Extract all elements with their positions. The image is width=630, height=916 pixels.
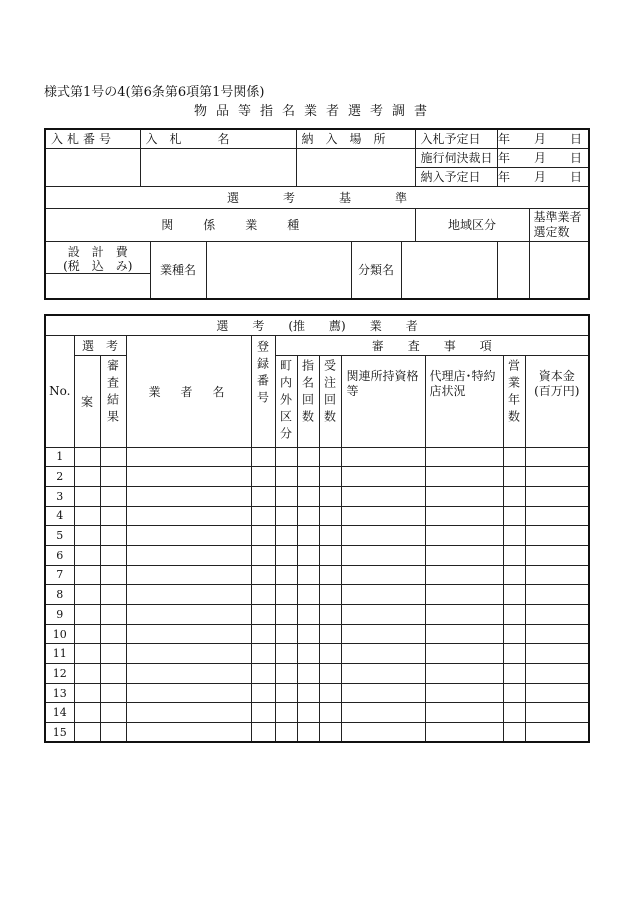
vendor-cell[interactable] <box>503 703 525 723</box>
vendor-cell[interactable] <box>275 664 297 684</box>
vendor-cell[interactable] <box>100 683 126 703</box>
vendor-cell[interactable] <box>341 624 425 644</box>
vendor-cell[interactable] <box>126 703 251 723</box>
vendor-cell[interactable] <box>319 683 341 703</box>
vendor-cell[interactable] <box>251 605 275 625</box>
vendor-cell[interactable] <box>275 723 297 743</box>
vendor-cell[interactable] <box>297 565 319 585</box>
col-years-in-business: 営業年数 <box>503 355 525 447</box>
vendor-cell[interactable] <box>503 683 525 703</box>
vendor-cell[interactable] <box>341 447 425 467</box>
table-row <box>45 664 589 684</box>
vendor-cell[interactable] <box>126 526 251 546</box>
vendor-cell[interactable] <box>503 565 525 585</box>
vendor-cell[interactable] <box>100 526 126 546</box>
table-row <box>45 506 589 526</box>
row-number: 12 <box>45 664 74 684</box>
bid-info-table <box>44 128 590 300</box>
bid-number-field[interactable] <box>45 148 140 186</box>
business-type-field[interactable] <box>206 241 351 299</box>
vendor-cell[interactable] <box>525 624 589 644</box>
vendor-cell[interactable] <box>297 624 319 644</box>
col-capital: 資本金 (百万円) <box>525 355 589 447</box>
vendor-cell[interactable] <box>74 703 100 723</box>
col-review-result: 審査結果 <box>100 355 126 447</box>
vendor-cell[interactable] <box>251 683 275 703</box>
vendor-cell[interactable] <box>525 723 589 743</box>
row-number: 2 <box>45 467 74 487</box>
vendor-cell[interactable] <box>100 644 126 664</box>
vendor-cell[interactable] <box>126 545 251 565</box>
vendor-cell[interactable] <box>425 565 503 585</box>
vendor-cell[interactable] <box>425 526 503 546</box>
vendor-cell[interactable] <box>297 605 319 625</box>
vendor-cell[interactable] <box>525 467 589 487</box>
vendor-cell[interactable] <box>126 506 251 526</box>
vendor-cell[interactable] <box>319 723 341 743</box>
table-row <box>45 624 589 644</box>
vendor-cell[interactable] <box>503 545 525 565</box>
vendor-cell[interactable] <box>425 723 503 743</box>
standard-vendor-count-label: 基準業者選定数 <box>529 208 589 241</box>
vendor-cell[interactable] <box>319 585 341 605</box>
vendor-cell[interactable] <box>319 506 341 526</box>
region-class-field[interactable] <box>497 241 529 299</box>
vendor-cell[interactable] <box>297 447 319 467</box>
row-number: 9 <box>45 605 74 625</box>
vendor-cell[interactable] <box>275 545 297 565</box>
bid-name-field[interactable] <box>140 148 296 186</box>
vendor-cell[interactable] <box>251 526 275 546</box>
vendor-cell[interactable] <box>319 703 341 723</box>
vendor-cell[interactable] <box>251 545 275 565</box>
vendor-cell[interactable] <box>525 605 589 625</box>
vendor-cell[interactable] <box>503 644 525 664</box>
vendor-cell[interactable] <box>74 506 100 526</box>
vendor-cell[interactable] <box>503 506 525 526</box>
vendor-cell[interactable] <box>503 605 525 625</box>
vendor-cell[interactable] <box>74 447 100 467</box>
vendor-cell[interactable] <box>275 585 297 605</box>
vendor-cell[interactable] <box>503 723 525 743</box>
document-title: 物品等指名業者選考調書 <box>193 104 436 119</box>
row-number: 5 <box>45 526 74 546</box>
col-agency-status: 代理店･特約店状況 <box>425 355 503 447</box>
vendor-cell[interactable] <box>74 486 100 506</box>
vendor-cell[interactable] <box>74 545 100 565</box>
vendor-cell[interactable] <box>251 703 275 723</box>
vendor-cell[interactable] <box>100 467 126 487</box>
vendor-cell[interactable] <box>100 585 126 605</box>
business-type-label: 業種名 <box>150 241 206 299</box>
col-vendor-name: 業 者 名 <box>126 335 251 447</box>
vendor-cell[interactable] <box>126 723 251 743</box>
row-number: 4 <box>45 506 74 526</box>
vendor-cell[interactable] <box>100 605 126 625</box>
vendor-cell[interactable] <box>251 447 275 467</box>
vendor-cell[interactable] <box>74 565 100 585</box>
vendor-cell[interactable] <box>525 664 589 684</box>
vendor-cell[interactable] <box>251 486 275 506</box>
vendor-cell[interactable] <box>275 565 297 585</box>
vendor-cell[interactable] <box>525 644 589 664</box>
vendor-cell[interactable] <box>100 506 126 526</box>
row-number: 7 <box>45 565 74 585</box>
vendor-cell[interactable] <box>126 565 251 585</box>
vendor-cell[interactable] <box>297 703 319 723</box>
vendor-cell[interactable] <box>525 506 589 526</box>
vendor-cell[interactable] <box>74 664 100 684</box>
vendor-cell[interactable] <box>297 526 319 546</box>
vendor-cell[interactable] <box>319 486 341 506</box>
vendor-cell[interactable] <box>251 506 275 526</box>
row-number: 15 <box>45 723 74 743</box>
vendor-cell[interactable] <box>319 526 341 546</box>
vendor-cell[interactable] <box>297 486 319 506</box>
vendor-cell[interactable] <box>275 624 297 644</box>
col-order-count: 受注回数 <box>319 355 341 447</box>
vendor-cell[interactable] <box>74 605 100 625</box>
vendor-cell[interactable] <box>503 585 525 605</box>
col-proposal: 案 <box>74 355 100 447</box>
vendor-cell[interactable] <box>525 545 589 565</box>
vendor-cell[interactable] <box>251 664 275 684</box>
vendor-cell[interactable] <box>100 664 126 684</box>
col-town-area: 町内外区分 <box>275 355 297 447</box>
delivery-place-field[interactable] <box>296 148 415 186</box>
vendor-cell[interactable] <box>126 683 251 703</box>
vendor-cell[interactable] <box>503 526 525 546</box>
delivery-date-value[interactable]: 年 月 日 <box>497 167 589 186</box>
vendor-cell[interactable] <box>503 467 525 487</box>
row-number: 8 <box>45 585 74 605</box>
vendor-cell[interactable] <box>126 605 251 625</box>
table-row <box>45 703 589 723</box>
bid-date-value[interactable]: 年 月 日 <box>497 129 589 148</box>
vendor-cell[interactable] <box>275 486 297 506</box>
vendor-cell[interactable] <box>126 486 251 506</box>
vendor-cell[interactable] <box>341 526 425 546</box>
vendor-cell[interactable] <box>341 565 425 585</box>
vendor-cell[interactable] <box>341 605 425 625</box>
vendor-cell[interactable] <box>525 683 589 703</box>
vendor-cell[interactable] <box>525 565 589 585</box>
vendor-cell[interactable] <box>74 526 100 546</box>
vendor-cell[interactable] <box>100 486 126 506</box>
vendor-cell[interactable] <box>341 486 425 506</box>
vendor-cell[interactable] <box>425 644 503 664</box>
related-business-label: 関係業種 <box>45 208 415 241</box>
row-number: 3 <box>45 486 74 506</box>
table-row <box>45 486 589 506</box>
vendor-cell[interactable] <box>275 467 297 487</box>
table-row <box>45 644 589 664</box>
vendor-cell[interactable] <box>275 683 297 703</box>
table-row <box>45 447 589 467</box>
vendor-cell[interactable] <box>425 624 503 644</box>
vendor-cell[interactable] <box>251 723 275 743</box>
vendor-cell[interactable] <box>503 486 525 506</box>
vendor-cell[interactable] <box>503 664 525 684</box>
vendor-cell[interactable] <box>425 447 503 467</box>
vendor-cell[interactable] <box>319 447 341 467</box>
vendor-cell[interactable] <box>425 585 503 605</box>
approval-date-value[interactable]: 年 月 日 <box>497 148 589 167</box>
delivery-date-label: 納入予定日 <box>415 167 497 186</box>
row-number: 1 <box>45 447 74 467</box>
col-nomination-count: 指名回数 <box>297 355 319 447</box>
col-qualification: 関連所持資格等 <box>341 355 425 447</box>
vendor-cell[interactable] <box>100 723 126 743</box>
vendor-cell[interactable] <box>341 467 425 487</box>
vendor-cell[interactable] <box>126 664 251 684</box>
bid-name-label: 入 札 名 <box>140 129 296 148</box>
bid-date-label: 入札予定日 <box>415 129 497 148</box>
vendor-cell[interactable] <box>319 644 341 664</box>
vendor-cell[interactable] <box>100 545 126 565</box>
vendor-cell[interactable] <box>297 585 319 605</box>
vendor-cell[interactable] <box>525 703 589 723</box>
vendor-cell[interactable] <box>74 585 100 605</box>
table-row <box>45 605 589 625</box>
vendor-cell[interactable] <box>341 723 425 743</box>
vendor-cell[interactable] <box>341 644 425 664</box>
vendor-cell[interactable] <box>126 447 251 467</box>
vendor-cell[interactable] <box>297 723 319 743</box>
vendor-cell[interactable] <box>297 545 319 565</box>
vendor-cell[interactable] <box>297 664 319 684</box>
vendor-cell[interactable] <box>425 545 503 565</box>
vendor-cell[interactable] <box>341 703 425 723</box>
vendor-cell[interactable] <box>100 703 126 723</box>
vendor-cell[interactable] <box>425 664 503 684</box>
row-number: 14 <box>45 703 74 723</box>
vendor-cell[interactable] <box>297 506 319 526</box>
vendor-cell[interactable] <box>275 506 297 526</box>
standard-vendor-count-field[interactable] <box>529 241 589 299</box>
vendor-cell[interactable] <box>251 624 275 644</box>
vendor-cell[interactable] <box>251 644 275 664</box>
vendor-cell[interactable] <box>100 565 126 585</box>
approval-date-label: 施行伺決裁日 <box>415 148 497 167</box>
vendor-cell[interactable] <box>126 467 251 487</box>
row-number: 11 <box>45 644 74 664</box>
design-cost-label: 設 計 費 (税 込 み) <box>45 241 150 273</box>
vendor-cell[interactable] <box>74 644 100 664</box>
vendor-cell[interactable] <box>275 526 297 546</box>
criteria-section-title: 選考基準 <box>45 186 589 208</box>
vendor-cell[interactable] <box>319 605 341 625</box>
vendor-cell[interactable] <box>425 506 503 526</box>
vendor-section-title: 選 考 (推 薦) 業 者 <box>45 315 589 335</box>
vendor-cell[interactable] <box>425 703 503 723</box>
vendor-cell[interactable] <box>74 624 100 644</box>
vendor-cell[interactable] <box>319 467 341 487</box>
vendor-cell[interactable] <box>503 624 525 644</box>
col-review-items: 審 査 事 項 <box>275 335 589 355</box>
table-row <box>45 545 589 565</box>
vendor-cell[interactable] <box>341 664 425 684</box>
form-number: 様式第1号の4(第6条第6項第1号関係) <box>44 85 265 100</box>
vendor-cell[interactable] <box>126 644 251 664</box>
vendor-cell[interactable] <box>275 703 297 723</box>
vendor-cell[interactable] <box>319 565 341 585</box>
vendor-cell[interactable] <box>100 624 126 644</box>
vendor-cell[interactable] <box>251 585 275 605</box>
vendor-cell[interactable] <box>525 486 589 506</box>
vendor-cell[interactable] <box>297 467 319 487</box>
design-cost-field[interactable] <box>45 273 150 299</box>
vendor-cell[interactable] <box>341 506 425 526</box>
vendor-cell[interactable] <box>525 447 589 467</box>
vendor-cell[interactable] <box>319 545 341 565</box>
vendor-cell[interactable] <box>297 683 319 703</box>
vendor-cell[interactable] <box>126 624 251 644</box>
row-number: 13 <box>45 683 74 703</box>
table-row <box>45 467 589 487</box>
col-registration-no: 登録番号 <box>251 335 275 447</box>
vendor-cell[interactable] <box>425 467 503 487</box>
col-no: No. <box>45 335 74 447</box>
table-row <box>45 585 589 605</box>
table-row <box>45 565 589 585</box>
table-row <box>45 723 589 743</box>
vendor-cell[interactable] <box>503 447 525 467</box>
table-row <box>45 683 589 703</box>
vendor-cell[interactable] <box>126 585 251 605</box>
vendor-cell[interactable] <box>275 447 297 467</box>
delivery-place-label: 納 入 場 所 <box>296 129 415 148</box>
vendor-cell[interactable] <box>341 545 425 565</box>
vendor-cell[interactable] <box>251 565 275 585</box>
row-number: 6 <box>45 545 74 565</box>
vendor-cell[interactable] <box>74 723 100 743</box>
col-selection: 選 考 <box>74 335 126 355</box>
vendor-cell[interactable] <box>319 624 341 644</box>
vendor-cell[interactable] <box>319 664 341 684</box>
vendor-cell[interactable] <box>425 486 503 506</box>
vendor-cell[interactable] <box>341 683 425 703</box>
vendor-cell[interactable] <box>275 644 297 664</box>
vendor-cell[interactable] <box>297 644 319 664</box>
vendor-cell[interactable] <box>525 585 589 605</box>
category-field[interactable] <box>401 241 497 299</box>
table-row <box>45 526 589 546</box>
vendor-cell[interactable] <box>100 447 126 467</box>
bid-number-label: 入札番号 <box>45 129 140 148</box>
vendor-cell[interactable] <box>525 526 589 546</box>
vendor-cell[interactable] <box>74 467 100 487</box>
vendor-cell[interactable] <box>74 683 100 703</box>
region-class-label: 地域区分 <box>415 208 529 241</box>
vendor-cell[interactable] <box>275 605 297 625</box>
vendor-cell[interactable] <box>425 683 503 703</box>
vendor-cell[interactable] <box>425 605 503 625</box>
vendor-cell[interactable] <box>341 585 425 605</box>
row-number: 10 <box>45 624 74 644</box>
vendor-table <box>44 314 590 743</box>
vendor-cell[interactable] <box>251 467 275 487</box>
category-label: 分類名 <box>351 241 401 299</box>
